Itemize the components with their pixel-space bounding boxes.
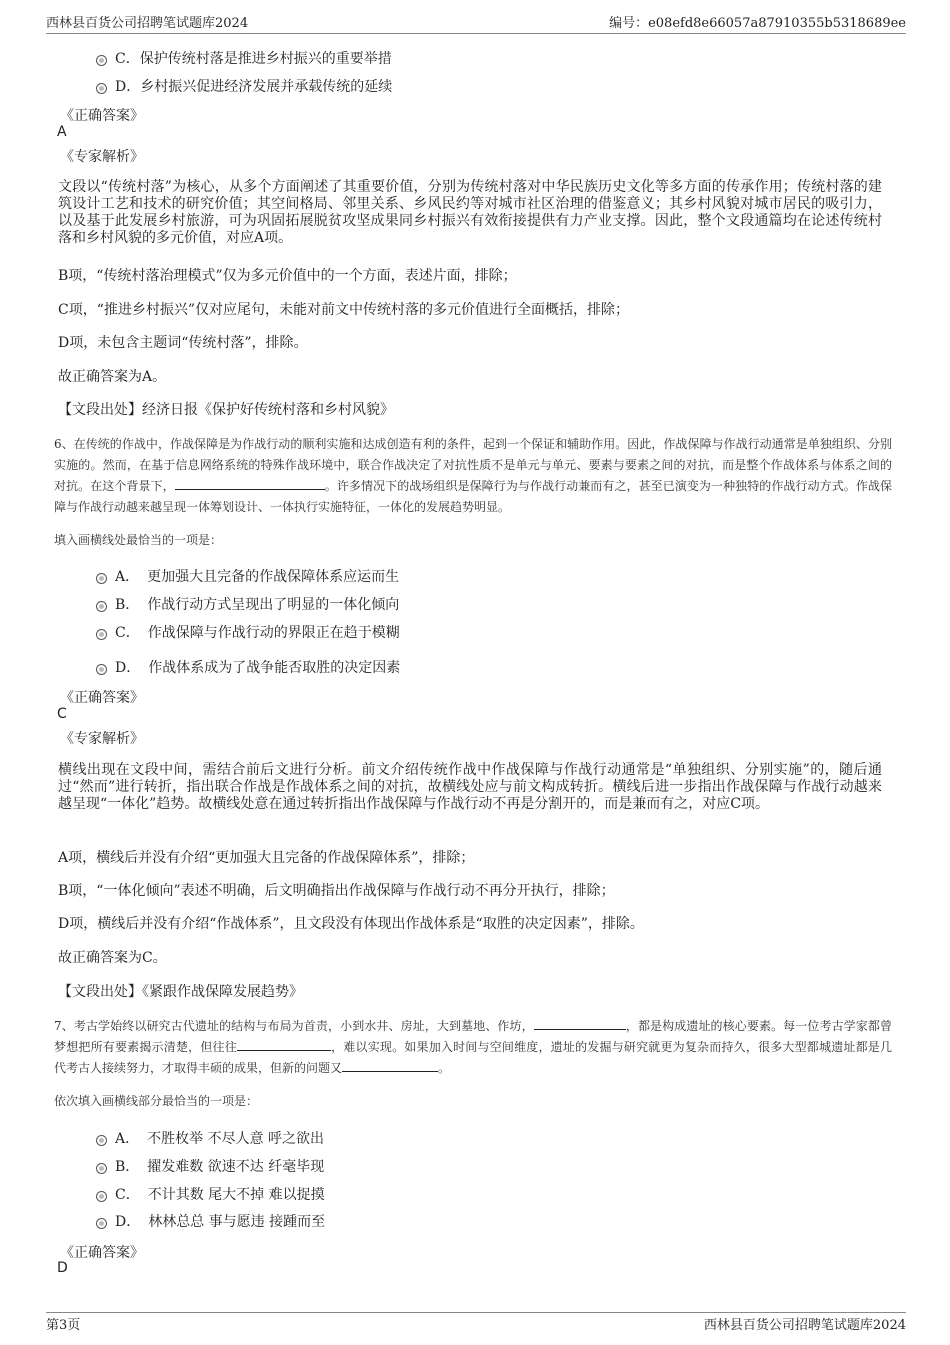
q6-analysis-label: 《专家解析》 [60,731,144,747]
q5-option-d[interactable]: D． 乡村振兴促进经济发展并承载传统的延续 [96,76,392,96]
q6-source: 【文段出处】《紧跟作战保障发展趋势》 [58,984,303,1000]
q6-option-b-note: B项，“一体化倾向”表述不明确，后文明确指出作战保障与作战行动不再分开执行，排除； [58,883,615,899]
q5-analysis: 文段以“传统村落”为核心，从多个方面阐述了其重要价值，分别为传统村落对中华民族历史文化等多方面的传承作用；传统村落的建筑设计工艺和技术的研究价值；其空间格局、邻里关系、乡风民约等对城市社区治理的借鉴意义；其乡村风貌对城市居民的吸引力，以及基于此发展乡村旅游，可为巩固拓展脱贫攻坚成果同乡村振兴有效衔接提供有力产业支撑。因此，整个文段通篇均在论述传统村落和乡村风貌的多元价值，对应A项。 [58,179,882,246]
page-number: 第3页 [46,1318,81,1333]
q6-answer: C [57,706,67,722]
q5-option-b-note: B项，“传统村落治理模式”仅为多元价值中的一个方面，表述片面，排除； [58,268,517,284]
q7-blank-1 [534,1017,626,1030]
q6-analysis: 横线出现在文段中间，需结合前后文进行分析。前文介绍传统作战中作战保障与作战行动通常是“单独组织、分别实施”的，随后通过“然而”进行转折，指出联合作战是作战体系之间的对抗，故横线处应与前文构成转折。横线后进一步指出作战保障与作战行动越来越呈现“一体化”趋势。故横线处意在通过转折指出作战保障与作战行动不再是分割开的，而是兼而有之，对应C项。 [58,762,882,812]
radio-icon[interactable] [96,55,107,66]
header-divider [46,33,906,34]
q7-option-c[interactable]: C． 不计其数 尾大不掉 难以捉摸 [96,1184,325,1204]
q6-prompt: 填入画横线处最恰当的一项是： [54,533,223,547]
radio-icon[interactable] [96,1163,107,1174]
q7-stem: 7、考古学始终以研究古代遗址的结构与布局为首责，小到水井、房址，大到墓地、作坊， ，都是构成遗址的核心要素。每一位考古学家都曾梦想把所有要素揭示清楚，但往往 ，难以实现。如果加入时间与空间维度，遗址的发掘与研究就更为复杂而持久，很多大型都城遗址都是几代考古人接续努力，才取得丰硕的成果，但新的问题又 。 [54,1019,892,1075]
q5-answer: A [57,124,67,140]
radio-icon[interactable] [96,664,107,675]
radio-icon[interactable] [96,629,107,640]
radio-icon[interactable] [96,1218,107,1229]
q7-option-b[interactable]: B． 擢发难数 欲速不达 纤毫毕现 [96,1156,324,1176]
q6-conclusion: 故正确答案为C。 [58,950,167,966]
radio-icon[interactable] [96,83,107,94]
radio-icon[interactable] [96,573,107,584]
footer-divider [46,1312,906,1313]
q6-option-d-note: D项，横线后并没有介绍“作战体系”，且文段没有体现出作战体系是“取胜的决定因素”，排除。 [58,916,644,932]
radio-icon[interactable] [96,601,107,612]
q5-option-d-note: D项，未包含主题词“传统村落”，排除。 [58,335,308,351]
q7-blank-3 [342,1059,438,1072]
q5-option-c-note: C项，“推进乡村振兴”仅对应尾句，未能对前文中传统村落的多元价值进行全面概括，排除； [58,302,630,318]
q6-stem: 6、在传统的作战中，作战保障是为作战行动的顺利实施和达成创造有利的条件，起到一个保证和辅助作用。因此，作战保障与作战行动通常是单独组织、分别实施的。然而，在基于信息网络系统的特殊作战环境中，联合作战决定了对抗性质不是单元与单元、要素与要素之间的对抗，而是整个作战体系与体系之间的对抗。在这个背景下， 。许多情况下的战场组织是保障行为与作战行动兼而有之，甚至已演变为一种独特的作战行动方式。作战保障与作战行动越来越呈现一体筹划设计、一体执行实施特征，一体化的发展趋势明显。 [54,437,892,514]
q6-option-d[interactable]: D． 作战体系成为了战争能否取胜的决定因素 [96,657,400,677]
q6-answer-label: 《正确答案》 [60,690,144,706]
q6-option-b[interactable]: B． 作战行动方式呈现出了明显的一体化倾向 [96,594,399,614]
q6-blank [175,477,325,490]
q5-option-c[interactable]: C． 保护传统村落是推进乡村振兴的重要举措 [96,48,392,68]
q7-option-d[interactable]: D． 林林总总 事与愿违 接踵而至 [96,1211,325,1231]
q6-option-a[interactable]: A． 更加强大且完备的作战保障体系应运而生 [96,566,399,586]
radio-icon[interactable] [96,1191,107,1202]
document-id: 编号：e08efd8e66057a87910355b5318689ee [609,16,906,31]
header-title: 西林县百货公司招聘笔试题库2024 [46,16,249,31]
q7-answer: D [57,1260,68,1276]
radio-icon[interactable] [96,1135,107,1146]
q7-option-a[interactable]: A． 不胜枚举 不尽人意 呼之欲出 [96,1128,324,1148]
q6-option-a-note: A项，横线后并没有介绍“更加强大且完备的作战保障体系”，排除； [58,850,475,866]
q7-answer-label: 《正确答案》 [60,1245,144,1261]
q6-option-c[interactable]: C． 作战保障与作战行动的界限正在趋于模糊 [96,622,400,642]
q7-blank-2 [237,1038,331,1051]
q5-answer-label: 《正确答案》 [60,108,144,124]
footer-title: 西林县百货公司招聘笔试题库2024 [703,1318,906,1333]
q5-source: 【文段出处】经济日报《保护好传统村落和乡村风貌》 [58,402,394,418]
q5-conclusion: 故正确答案为A。 [58,369,167,385]
q7-prompt: 依次填入画横线部分最恰当的一项是： [54,1094,259,1108]
q5-analysis-label: 《专家解析》 [60,149,144,165]
